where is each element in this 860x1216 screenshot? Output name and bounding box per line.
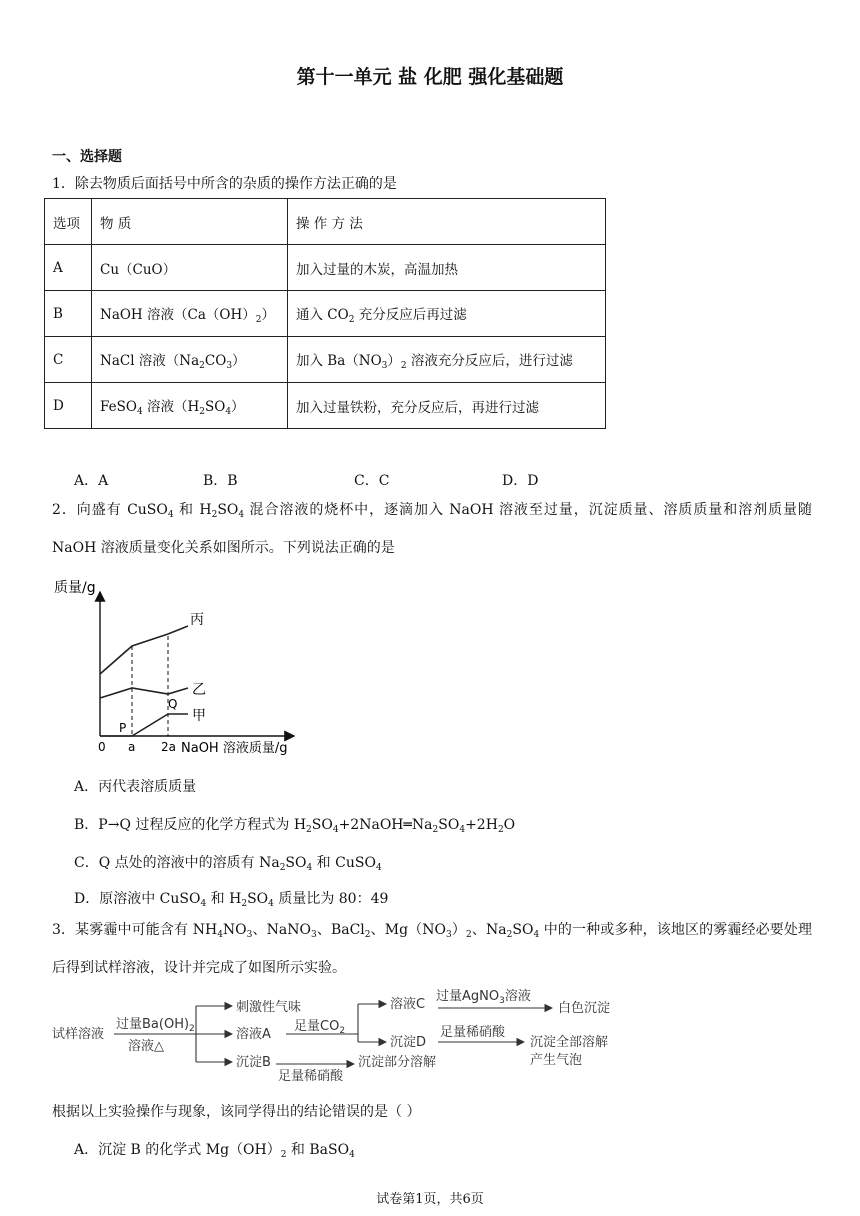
curve-label-jia: 甲 (192, 708, 206, 724)
point-q-label: Q (168, 697, 178, 711)
flow-nitric-1: 足量稀硝酸 (278, 1069, 344, 1084)
flow-sample: 试样溶液 (52, 1027, 105, 1042)
tick-2a-label: 2a (161, 740, 176, 754)
q2-option-b: B．P→Q 过程反应的化学方程式为 $H_2SO_4+2NaOH═Na_2SO_4+2H_2O$ (74, 817, 516, 835)
flow-all-dissolve: 沉淀全部溶解 (530, 1035, 609, 1050)
flow-co2: 足量$CO_2$ (294, 1019, 346, 1036)
table-cell: B (45, 291, 92, 337)
question-3-conclusion: 根据以上实验操作与现象，该同学得出的结论错误的是（ ） (52, 1104, 421, 1120)
choice-c: C．C (354, 473, 390, 489)
table-cell: FeSO$_4$ 溶液$(H_2SO_4)$ (92, 383, 288, 429)
question-1-stem: 1．除去物质后面括号中所含的杂质的操作方法正确的是 (52, 176, 397, 192)
curve-bing (100, 626, 188, 674)
table-cell: C (45, 337, 92, 383)
curve-label-bing: 丙 (190, 612, 204, 628)
flow-bubbles: 产生气泡 (530, 1053, 583, 1068)
curve-label-yi: 乙 (192, 682, 206, 698)
flow-partial-dissolve: 沉淀部分溶解 (358, 1055, 437, 1070)
q3-option-a: A．沉淀 B 的化学式 $Mg(OH)_2$ 和 BaSO$_4$ (74, 1142, 355, 1160)
table-cell: 通入 $CO_2$ 充分反应后再过滤 (288, 291, 606, 337)
table-cell: 加入过量铁粉，充分反应后，再进行过滤 (288, 383, 606, 429)
y-axis-label: 质量/g (54, 580, 96, 596)
table-row (45, 337, 606, 383)
page-footer: 试卷第1页，共6页 (376, 1192, 484, 1207)
q2-option-a: A．丙代表溶质质量 (74, 779, 197, 795)
x-axis-label: NaOH 溶液质量/g (181, 741, 288, 756)
choice-d: D．D (502, 473, 539, 489)
table-header-row (45, 199, 606, 245)
table-row (45, 291, 606, 337)
section-heading: 一、选择题 (52, 149, 122, 165)
flow-agno3: 过量AgNO$_3$溶液 (436, 989, 531, 1006)
flow-precipitate-b: 沉淀B (236, 1055, 271, 1070)
table-cell: NaCl 溶液$(Na_2CO_3)$ (92, 337, 288, 383)
q2-option-c: C．Q 点处的溶液中的溶质有 $Na_2SO_4$ 和 CuSO$_4$ (74, 855, 382, 873)
table-row (45, 245, 606, 291)
flow-reagent1-cond: 溶液△ (128, 1039, 164, 1054)
flow-precipitate-d: 沉淀D (390, 1035, 427, 1050)
curve-jia (100, 714, 188, 736)
question-2-stem: 2．向盛有 CuSO$_4$ 和 $H_2SO_4$ 混合溶液的烧杯中，逐滴加入 NaOH 溶液至过量，沉淀质量、溶质质量和溶剂质量随 NaOH 溶液质量变化关系如图所示。下列说法正确的是 (52, 502, 813, 556)
table-cell: 加入过量的木炭，高温加热 (288, 245, 606, 291)
table-cell: Cu（CuO） (92, 245, 288, 291)
origin-label: 0 (98, 740, 106, 754)
table-header-cell: 选项 (45, 199, 92, 245)
question-3-stem: 3．某雾霾中可能含有 $NH_4NO_3$、NaNO$_3$、BaCl$_2$、$Mg(NO_3)_2$、$Na_2SO_4$ 中的一种或多种，该地区的雾霾经必要处理后得到试样溶液，设计并完成了如图所示实验。 (52, 922, 812, 976)
choice-b: B．B (203, 473, 238, 489)
point-p-label: P (119, 721, 127, 735)
choice-a: A．A (74, 473, 109, 489)
tick-a-label: a (128, 740, 136, 754)
table-row (45, 383, 606, 429)
flow-gas: 刺激性气味 (236, 1000, 302, 1015)
page-title: 第十一单元 盐 化肥 强化基础题 (296, 66, 564, 88)
table-header-cell: 操 作 方 法 (288, 199, 606, 245)
flow-nitric-2: 足量稀硝酸 (440, 1025, 506, 1040)
table-cell: A (45, 245, 92, 291)
flow-white-precipitate: 白色沉淀 (558, 1001, 611, 1016)
flow-solution-c: 溶液C (390, 997, 426, 1012)
q2-option-d: D．原溶液中 CuSO$_4$ 和 $H_2SO_4$ 质量比为 80：49 (74, 891, 389, 909)
question-1-table (44, 198, 606, 429)
table-cell: NaOH 溶液$(Ca(OH)_2)$ (92, 291, 288, 337)
question-2-graph (48, 570, 328, 760)
flow-solution-a: 溶液A (236, 1027, 271, 1042)
question-3-flowchart (48, 984, 628, 1084)
table-cell: D (45, 383, 92, 429)
table-header-cell: 物 质 (92, 199, 288, 245)
flow-reagent1: 过量$Ba(OH)_2$ (116, 1017, 195, 1034)
table-cell: 加入 $Ba(NO_3)_2$ 溶液充分反应后，进行过滤 (288, 337, 606, 383)
